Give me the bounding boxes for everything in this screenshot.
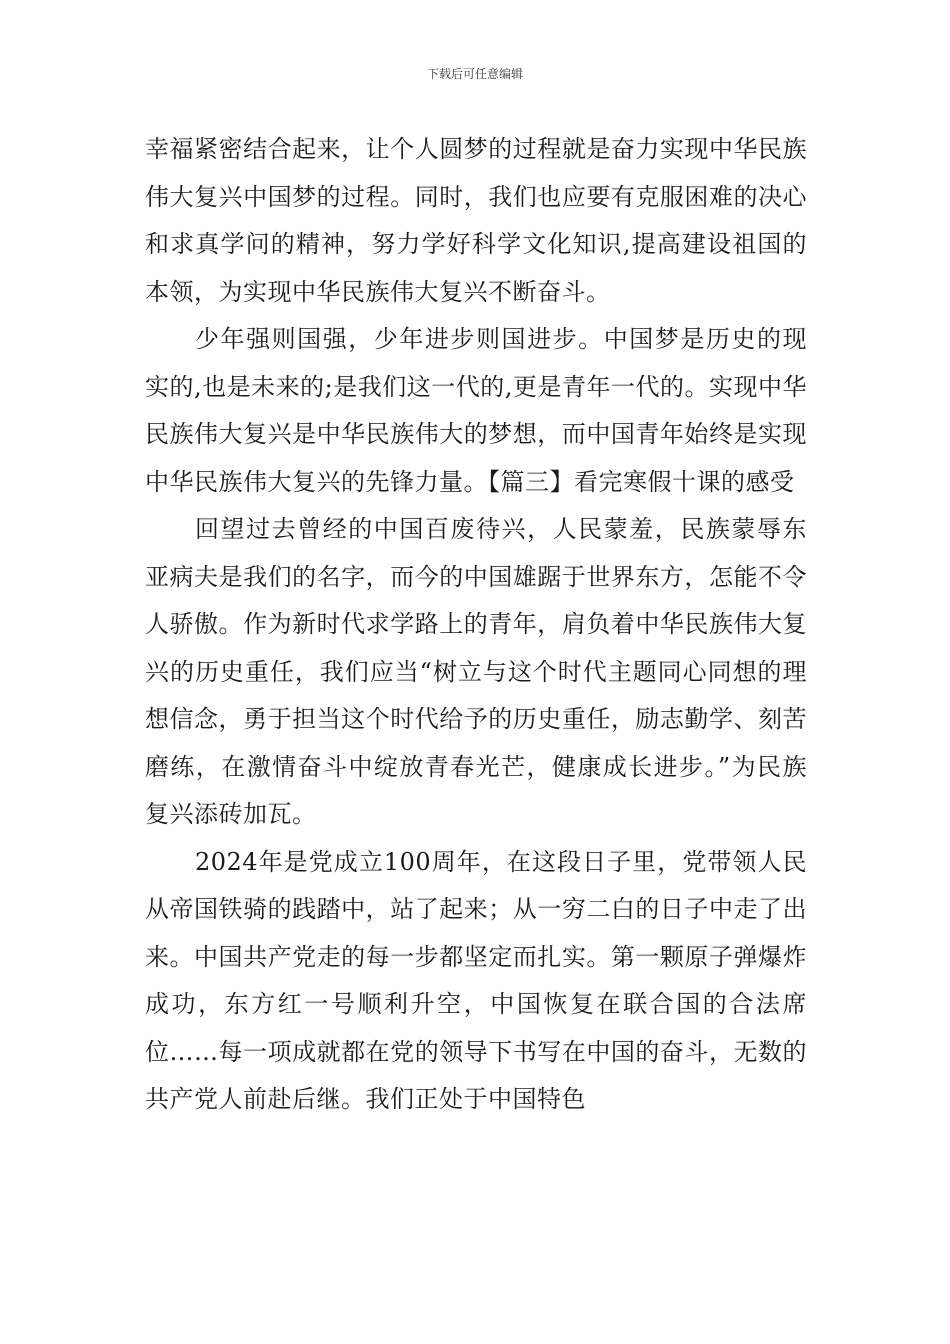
paragraph-3: 回望过去曾经的中国百废待兴，人民蒙羞，民族蒙辱东亚病夫是我们的名字，而今的中国雄踞于世界东方，怎能不令人骄傲。作为新时代求学路上的青年，肩负着中华民族伟大复兴的历史重任，我们应当“树立与这个时代主题同心同想的理想信念，勇于担当这个时代给予的历史重任，励志勤学、刻苦磨练，在激情奋斗中绽放青春光芒，健康成长进步。”为民族复兴添砖加瓦。 bbox=[145, 515, 807, 828]
paragraph-2: 少年强则国强，少年进步则国进步。中国梦是历史的现实的,也是未来的;是我们这一代的,更是青年一代的。实现中华民族伟大复兴是中华民族伟大的梦想，而中国青年始终是实现中华民族伟大复兴的先锋力量。【篇三】看完寒假十课的感受 bbox=[145, 325, 807, 496]
document-body bbox=[145, 126, 807, 1124]
paragraph-4: 2024年是党成立100周年，在这段日子里，党带领人民从帝国铁骑的践踏中，站了起来；从一穷二白的日子中走了出来。中国共产党走的每一步都坚定而扎实。第一颗原子弹爆炸成功，东方红一号顺利升空，中国恢复在联合国的合法席位……每一项成就都在党的领导下书写在中国的奋斗，无数的共产党人前赴后继。我们正处于中国特色 bbox=[145, 847, 807, 1113]
page-header-note: 下载后可任意编辑 bbox=[426, 67, 523, 81]
paragraph-1: 幸福紧密结合起来，让个人圆梦的过程就是奋力实现中华民族伟大复兴中国梦的过程。同时，我们也应要有克服困难的决心和求真学问的精神，努力学好科学文化知识,提高建设祖国的本领，为实现中华民族伟大复兴不断奋斗。 bbox=[145, 135, 807, 306]
